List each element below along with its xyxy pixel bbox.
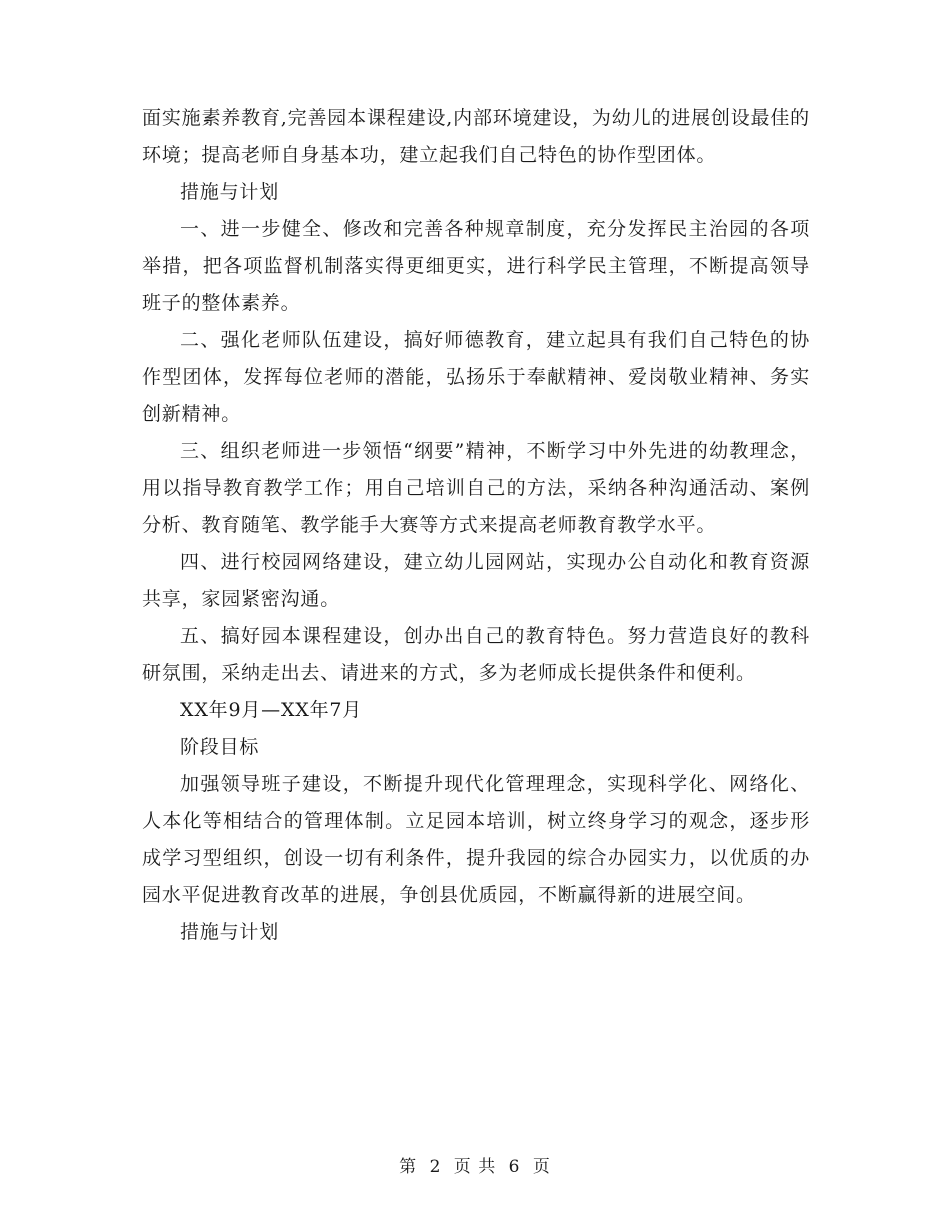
- page-label-mid: 页 共: [453, 1157, 497, 1177]
- document-body: [142, 100, 810, 951]
- paragraph-item-3: 三、组织老师进一步领悟“纲要”精神，不断学习中外先进的幼教理念，用以指导教育教学工作；用自己培训自己的方法，采纳各种沟通活动、案例分析、教育随笔、教学能手大赛等方式来提高老师教育教学水平。: [142, 440, 810, 536]
- section-heading-stage-goal: 阶段目标: [180, 736, 260, 758]
- paragraph-item-2: 二、强化老师队伍建设，搞好师德教育，建立起具有我们自己特色的协作型团体，发挥每位老师的潜能，弘扬乐于奉献精神、爱岗敬业精神、务实创新精神。: [142, 329, 810, 425]
- current-page-number: 2: [429, 1157, 442, 1177]
- section-heading-measures-2: 措施与计划: [180, 921, 280, 943]
- paragraph-intro-continuation: 面实施素养教育,完善园本课程建设,内部环境建设，为幼儿的进展创设最佳的环境；提高老师自身基本功，建立起我们自己特色的协作型团体。: [142, 107, 810, 166]
- page-footer: [0, 1152, 950, 1177]
- page-label-suffix: 页: [532, 1157, 551, 1177]
- total-pages-number: 6: [508, 1157, 521, 1177]
- period-heading: XX年9月—XX年7月: [180, 699, 363, 721]
- paragraph-item-5: 五、搞好园本课程建设，创办出自己的教育特色。努力营造良好的教科研氛围，采纳走出去、请进来的方式，多为老师成长提供条件和便利。: [142, 625, 810, 684]
- page-label-prefix: 第: [399, 1157, 418, 1177]
- paragraph-item-1: 一、进一步健全、修改和完善各种规章制度，充分发挥民主治园的各项举措，把各项监督机制落实得更细更实，进行科学民主管理，不断提高领导班子的整体素养。: [142, 218, 810, 314]
- paragraph-stage-goal: 加强领导班子建设，不断提升现代化管理理念，实现科学化、网络化、人本化等相结合的管理体制。立足园本培训，树立终身学习的观念，逐步形成学习型组织，创设一切有利条件，提升我园的综合办园实力，以优质的办园水平促进教育改革的进展，争创县优质园，不断赢得新的进展空间。: [142, 773, 810, 906]
- section-heading-measures: 措施与计划: [180, 181, 280, 203]
- paragraph-item-4: 四、进行校园网络建设，建立幼儿园网站，实现办公自动化和教育资源共享，家园紧密沟通。: [142, 551, 810, 610]
